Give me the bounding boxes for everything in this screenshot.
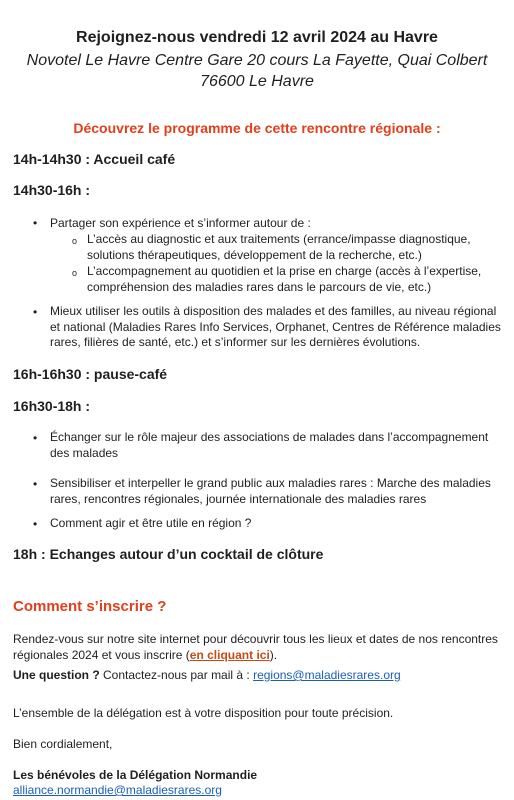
sub-list-item: L’accompagnement au quotidien et la prise en charge (accès à l’expertise, compréhension des maladies rares dans le parcours de vie, etc.) — [87, 264, 482, 294]
regions-email-link[interactable]: regions@maladiesrares.org — [253, 668, 401, 682]
bullet-icon: • — [33, 477, 38, 491]
bullet-icon: • — [33, 216, 38, 230]
availability-text: L’ensemble de la délégation est à votre disposition pour toute précision. — [13, 706, 394, 720]
venue-line-2: 76600 Le Havre — [200, 73, 314, 90]
question-label: Une question ? — [13, 668, 100, 682]
signature: Les bénévoles de la Délégation Normandie — [13, 768, 258, 782]
slot-cocktail: 18h : Echanges autour d’un cocktail de clôture — [13, 546, 324, 562]
greeting-text: Bien cordialement, — [13, 737, 113, 751]
signature-email-line — [13, 783, 503, 799]
circle-bullet-icon: o — [72, 268, 78, 278]
event-venue — [0, 50, 514, 92]
bullet-icon: • — [33, 431, 38, 445]
list-item: Échanger sur le rôle majeur des associations de malades dans l’accompagnement des malades — [50, 430, 489, 460]
bullet-icon: • — [33, 305, 38, 319]
registration-heading: Comment s’inscrire ? — [13, 598, 167, 615]
slot-welcome: 14h-14h30 : Accueil café — [13, 151, 176, 167]
normandie-email-link[interactable]: alliance.normandie@maladiesrares.org — [13, 783, 222, 797]
registration-text-after: ). — [269, 647, 278, 662]
registration-text — [13, 632, 503, 663]
slot-break: 16h-16h30 : pause-café — [13, 366, 168, 382]
venue-line-1: Novotel Le Havre Centre Gare 20 cours La Fayette, Quai Colbert — [26, 52, 488, 69]
slot-session-2: 16h30-18h : — [13, 398, 91, 414]
list-item: Comment agir et être utile en région ? — [50, 516, 252, 530]
program-heading: Découvrez le programme de cette rencontre régionale : — [73, 120, 441, 136]
event-title: Rejoignez-nous vendredi 12 avril 2024 au Havre — [76, 29, 438, 46]
question-text: Contactez-nous par mail à : — [99, 668, 254, 682]
sub-list-item: L’accès au diagnostic et aux traitements (errance/impasse diagnostique, solutions thérapeutiques, développement de la recherche, etc.) — [87, 232, 471, 262]
slot-session-1: 14h30-16h : — [13, 182, 91, 198]
registration-text-before: Rendez-vous sur notre site internet pour découvrir tous les lieux et dates de nos rencontres régionales 2024 et vous inscrire ( — [13, 632, 498, 662]
list-item: Partager son expérience et s’informer autour de : — [50, 216, 311, 230]
register-link[interactable]: en cliquant ici — [189, 647, 270, 662]
question-line — [13, 668, 503, 684]
list-item: Mieux utiliser les outils à disposition des malades et des familles, au niveau régional et national (Maladies Rares Info Services, Orphanet, Centres de Référence maladies rares, filières de santé, etc.) et s’informer sur les dernières évolutions. — [50, 304, 501, 349]
bullet-icon: • — [33, 517, 38, 531]
circle-bullet-icon: o — [72, 236, 78, 246]
list-item: Sensibiliser et interpeller le grand public aux maladies rares : Marche des maladies rares, rencontres régionales, journée internationale des maladies rares — [50, 476, 491, 506]
